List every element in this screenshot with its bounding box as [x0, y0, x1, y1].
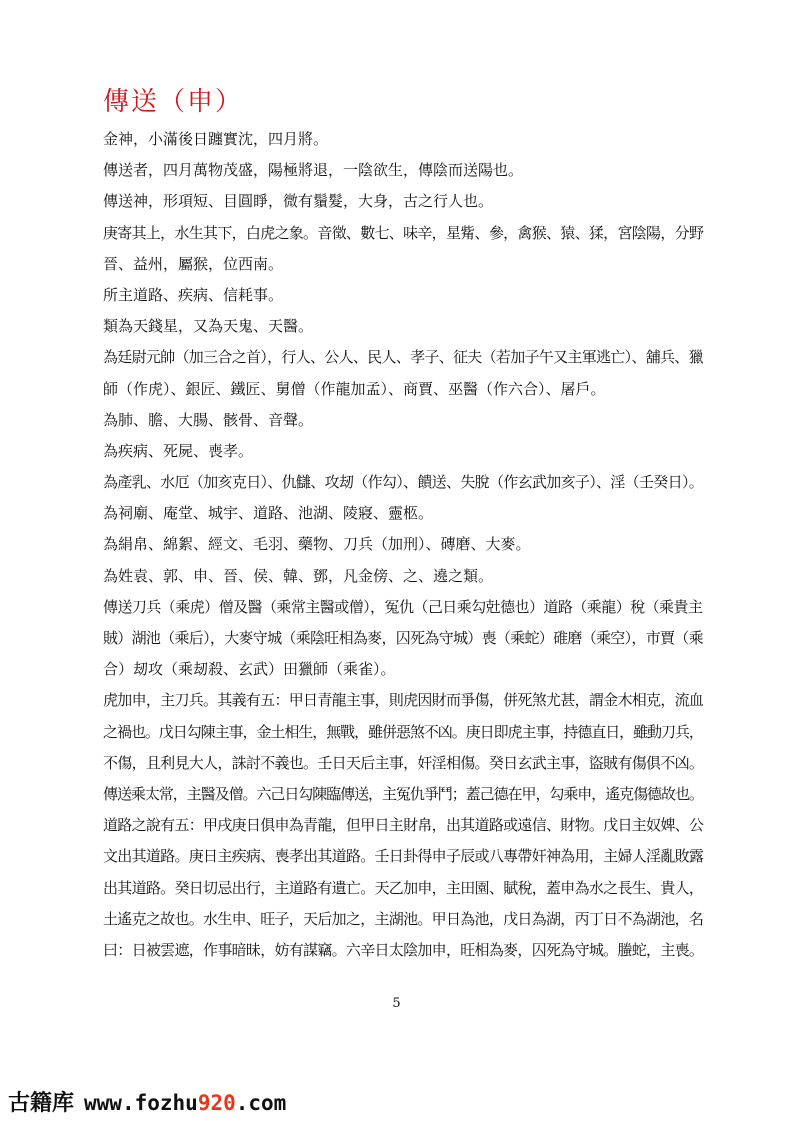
text-line: 傳送乘太常，主醫及僧。六己日勾陳臨傳送，主冤仇爭鬥；蓋己德在甲，勾乘申，遙克傷德故也。: [103, 784, 703, 803]
page-number: 5: [392, 996, 401, 1011]
text-line: 曰：日被雲遮，作事暗昧，妨有謀竊。六辛日太陰加申，旺相為麥，囚死為守城。螣蛇，主喪。: [103, 940, 704, 959]
text-line: 合）刼攻（乘刼殺、玄武）田獵師（乘雀）。: [103, 660, 396, 679]
text-line: 傳送刀兵（乘虎）僧及醫（乘常主醫或僧），冤仇（己日乘勾兙德也）道路（乘龍）稅（乘貴主: [103, 597, 703, 616]
text-line: 為疾病、死屍、喪孝。: [103, 441, 254, 460]
text-line: 為產乳、水厄（加亥克日）、仇讎、攻刼（作勾）、饋送、失脫（作玄武加亥子）、淫（壬癸日）。: [103, 473, 704, 492]
text-line: 傳送神，形項短、目圓睜，微有鬚髮，大身，古之行人也。: [103, 192, 494, 211]
text-line: 所主道路、疾病、信耗事。: [103, 285, 284, 304]
text-line: 文出其道路。庚日主疾病、喪孝出其道路。壬日卦得申子辰或八專帶奸神為用，主婦人淫亂敗露: [103, 847, 704, 866]
site-url[interactable]: [84, 1091, 286, 1115]
text-line: 道路之說有五：甲戌庚日俱申為青龍，但甲日主財帛，出其道路或遠信、財物。戊日主奴婢、公: [103, 816, 704, 835]
text-line: 虎加申，主刀兵。其義有五：甲日青龍主事，則虎因財而爭傷，併死煞尤甚，謂金木相克，流血: [103, 691, 704, 710]
section-title: 傳送（申）: [103, 87, 244, 117]
text-line: 為肺、膽、大腸、骸骨、音聲。: [103, 410, 314, 429]
text-line: 傳送者，四月萬物茂盛，陽極將退，一陰欲生，傳陰而送陽也。: [103, 161, 524, 180]
text-line: 為祠廟、庵堂、城宇、道路、池湖、陵寢、靈柩。: [103, 504, 434, 523]
text-line: 金神，小滿後日躔實沈，四月將。: [103, 130, 329, 148]
site-url-prefix: www.fozhu: [84, 1091, 198, 1115]
text-line: 師（作虎）、銀匠、鐵匠、舅僧（作龍加孟）、商賈、巫醫（作六合）、屠戶。: [103, 379, 606, 398]
site-name: 古籍库: [8, 1091, 75, 1116]
body-text: [103, 124, 703, 966]
text-line: 庚寄其上，水生其下，白虎之象。音徵、數七、味辛，星觜、參，禽猴、猿、猱，宮陰陽，分野: [103, 223, 704, 242]
site-url-suffix: .com: [235, 1091, 287, 1115]
text-line: 賊）湖池（乘后），大麥守城（乘陰旺相為麥，囚死為守城）喪（乘蛇）碓磨（乘空），市賈（乘: [103, 629, 703, 647]
text-line: 類為天錢星，又為天鬼、天醫。: [103, 317, 314, 336]
text-line: 不傷，且利見大人，誅討不義也。壬日天后主事，奸淫相傷。癸日玄武主事，盜賊有傷俱不凶。: [103, 753, 704, 772]
site-url-accent: 920: [197, 1091, 236, 1115]
text-line: 為廷尉元帥（加三合之首），行人、公人、民人、孝子、征夫（若加子午又主軍逃亡）、舖兵、獵: [103, 348, 703, 367]
text-line: 為絹帛、綿絮、經文、毛羽、藥物、刀兵（加刑）、磚磨、大麥。: [103, 535, 531, 554]
text-line: 晉、益州，屬猴，位西南。: [103, 254, 284, 273]
site-watermark: [8, 1085, 286, 1121]
text-line: 之禍也。戊日勾陳主事，金土相生，無戰，雖併惡煞不凶。庚日即虎主事，持德直日，雖動刀兵，: [103, 722, 703, 741]
text-line: 土遙克之故也。水生申、旺子，天后加之，主湖池。甲日為池，戊日為湖，丙丁日不為湖池，名: [103, 909, 704, 928]
text-line: 出其道路。癸日切忌出行，主道路有遺亡。天乙加申，主田園、賦稅，蓋申為水之長生、貴人，: [103, 878, 704, 897]
text-line: 為姓袁、郭、申、晉、侯、韓、鄧，凡金傍、之、遶之類。: [103, 566, 494, 585]
